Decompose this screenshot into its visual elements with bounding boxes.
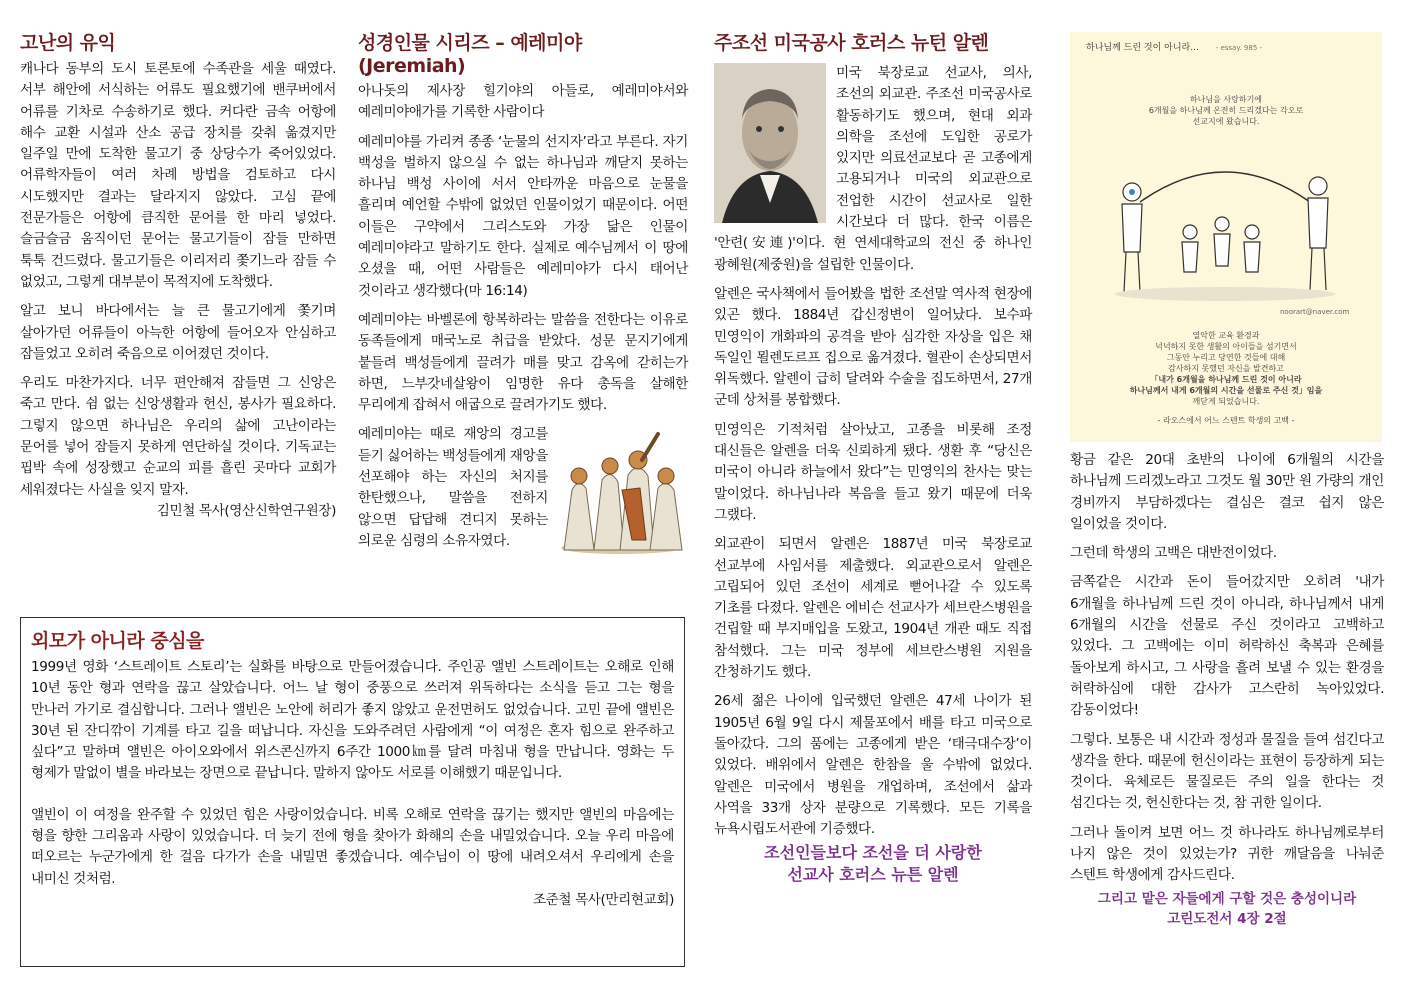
paragraph: 아나돗의 제사장 힐기야의 아들로, 예레미야서와 예레미야애가를 기록한 사람이다 — [358, 83, 688, 121]
author-signature: 김민철 목사(영산신학연구원장) — [156, 502, 336, 519]
paragraph: 외교관이 되면서 알렌은 1887년 미국 북장로교 선교부에 사임서를 제출했다. 외교관으로서 알렌은 고립되어 있던 조선이 세계로 뻗어나갈 수 있도록 기초를 다졌다. 알렌은 에비슨 선교사가 세브란스병원을 건립할 때 부지매입을 도왔고, 1904년 개관 때도 직접 참석했다. 그는 미국 정부에 세브란스병원 지원을 간청하기도 했다. — [714, 536, 1032, 681]
bible-reference: 고린도전서 4장 2절 — [1167, 910, 1287, 927]
illustration-email: noorart@naver.com — [1280, 308, 1350, 316]
article-title: 고난의 유익 — [20, 32, 116, 54]
illustration-top-text: 하나님을 사랑하기에 6개월을 하나님께 온전히 드리겠다는 각오로 선교지에 왔습니다. — [1148, 95, 1304, 126]
article-title: 주조선 미국공사 호러스 뉴턴 알렌 — [714, 32, 989, 54]
paragraph: 우리도 마찬가지다. 너무 편안해져 잠들면 그 신앙은 죽고 만다. 쉼 없는 신앙생활과 헌신, 봉사가 필요하다. 그렇지 않으면 하나님은 우리의 삶에 고난이라는 문어를 넣어 잠들지 못하게 연단하실 것이다. 기독교는 핍박 속에 성장했고 순교의 피를 흘린 곳마다 교회가 세워졌다는 사실을 잊지 말자. — [20, 375, 336, 498]
jump-rope-drawing — [1110, 162, 1340, 302]
bible-verse: 그리고 맡은 자들에게 구할 것은 충성이니라 — [1097, 890, 1357, 907]
column-4 — [1070, 450, 1384, 929]
paragraph: 황금 같은 20대 초반의 나이에 6개월의 시간을 하나님께 드리겠노라고 그것도 월 30만 원 가량의 개인 경비까지 부담하겠다는 결심은 결코 쉽지 않은 일이었을 것이다. — [1070, 452, 1384, 532]
column-2 — [358, 28, 688, 560]
paragraph-text: 미국 북장로교 선교사, 의사, 조선의 외교관. 주조선 미국공사로 활동하기도 했으며, 현대 외과 의학을 조선에 도입한 공로가 있지만 의료선교보다 곧 고종에게 고용되거나 미국의 외교관으로 전업한 시간이 선교사로 일한 시간보다 더 많다. 한국 이름은 '안련(安連)'이다. 현 연세대학교의 전신 중 하나인 광혜원(제중원)을 설립한 인물이다. — [714, 65, 1032, 273]
paragraph — [358, 424, 688, 552]
paragraph-text: 예레미야는 때로 재앙의 경고를 듣기 싫어하는 백성들에게 재앙을 선포해야 하는 자신의 처지를 한탄했으나, 말씀을 전하지 않으면 답답해 견디지 못하는 의로운 심령의 소유자였다. — [358, 426, 549, 549]
illustration-header: 하나님께 드린 것이 아니라... - essay. 985 - — [1086, 43, 1263, 53]
paragraph: 1999년 영화 ‘스트레이트 스토리’는 실화를 바탕으로 만들어졌습니다. 주인공 앨빈 스트레이트는 오해로 인해 10년 동안 형과 연락을 끊고 살았습니다. 어느 날 형이 중풍으로 쓰러져 위독하다는 소식을 듣고 그는 형을 만나러 가기로 결심합니다. 그러나 앨빈은 노안에 허리가 좋지 않았고 운전면허도 없었습니다. 고민 끝에 앨빈은 30년 된 잔디깎이 기계를 타고 길을 떠납니다. 자신을 도와주려던 사람에게 “이 여정은 혼자 힘으로 완주하고 싶다”고 말하며 앨빈은 아이오와에서 위스콘신까지 6주간 1000㎞를 달려 마침내 형을 만납니다. 영화는 두 형제가 말없이 별을 바라보는 장면으로 끝납니다. 말하지 않아도 서로를 이해했기 때문입니다. — [31, 659, 674, 782]
paragraph: 26세 젊은 나이에 입국했던 알렌은 47세 나이가 된 1905년 6월 9일 다시 제물포에서 배를 타고 미국으로 돌아갔다. 그의 품에는 고종에게 받은 ‘태극대수장’이 있었다. 배위에서 알렌은 한참을 울 수밖에 없었다. 알렌은 미국에서 병원을 개업하며, 조선에서 삶과 사역을 33개 상자 분량으로 기록했다. 모든 기록을 뉴욕시립도서관에 기증했다. — [714, 693, 1032, 838]
article-title: 성경인물 시리즈 – 예레미야(Jeremiah) — [358, 32, 582, 77]
paragraph: 그러나 돌이켜 보면 어느 것 하나라도 하나님께로부터 나지 않은 것이 있었는가? 귀한 깨달음을 나눠준 스텐트 학생에게 감사드린다. — [1070, 824, 1384, 884]
paragraph: 민영익은 기적처럼 살아났고, 고종을 비롯해 조정 대신들은 알렌을 더욱 신뢰하게 됐다. 생환 후 “당신은 미국이 아니라 하늘에서 왔다”는 민영익의 찬사는 맞는 말이었다. 하나님나라 복음을 들고 왔기 때문에 더욱 그랬다. — [714, 421, 1032, 523]
paragraph — [714, 63, 1032, 276]
essay-illustration — [1070, 32, 1382, 442]
column-3 — [714, 28, 1032, 886]
boxed-article — [20, 617, 685, 967]
illustration-bottom-text: 열악한 교육 환경과 넉넉하지 못한 생활의 아이들을 섬기면서 그동안 누리고 당연한 것들에 대해 감사하지 못했던 자신을 발견하고 「내가 6개월을 하나님께 드린 것이 아니라 하나님께서 내게 6개월의 시간을 선물로 주신 것」임을 깨닫게 되었습니다. - 라오스에서 어느 스텐트 학생의 고백 - — [1129, 331, 1323, 425]
paragraph: 알렌은 국사책에서 들어봤을 법한 조선말 역사적 현장에 있곤 했다. 1884년 갑신정변이 일어났다. 보수파 민영익이 개화파의 공격을 받아 심각한 자상을 입은 채 독일인 묄렌도르프 집으로 옮겨졌다. 혈관이 손상되면서 위독했다. 알렌이 급히 달려와 수술을 집도하면서, 27개 군데 상처를 봉합했다. — [714, 285, 1032, 409]
paragraph: 예레미야를 가리켜 종종 ‘눈물의 선지자’라고 부른다. 자기 백성을 벌하지 않으실 수 없는 하나님과 깨닫지 못하는 하나님 백성 사이에 서서 안타까운 마음으로 눈물을 흘리며 예언할 수밖에 없었던 인물이었기 때문이다. 어떤 이들은 구약에서 그리스도와 가장 닮은 인물이 예레미야라고 말하기도 한다. 실제로 예수님께서 이 땅에 오셨을 때, 어떤 사람들은 예레미야가 다시 태어난 것이라고 생각했다(마 16:14) — [358, 133, 688, 299]
article-title: 외모가 아니라 중심을 — [31, 630, 204, 652]
closing-line: 선교사 호러스 뉴튼 알렌 — [787, 865, 959, 885]
paragraph: 그렇다. 보통은 내 시간과 정성과 물질을 들여 섬긴다고 생각을 한다. 때문에 헌신이라는 표현이 등장하게 되는 것이다. 육체로든 물질로든 주의 일을 한다는 것 섬긴다는 것, 헌신한다는 것, 참 귀한 일이다. — [1070, 731, 1384, 812]
paragraph: 알고 보니 바다에서는 늘 큰 물고기에게 쫓기며 살아가던 어류들이 아늑한 어항에 들어오자 안심하고 잠들었고 오히려 죽음으로 이어졌던 것이다. — [20, 303, 336, 362]
paragraph: 앨빈이 이 여정을 완주할 수 있었던 힘은 사랑이었습니다. 비록 오해로 연락을 끊기는 했지만 앨빈의 마음에는 형을 향한 그리움과 사랑이 있었습니다. 더 늦기 전에 형을 찾아가 화해의 손을 내밀었습니다. 오늘 우리 마음에 떠오르는 누군가에게 한 걸음 다가가 손을 내밀면 좋겠습니다. 예수님이 이 땅에 내려오셔서 우리에게 손을 내미신 것처럼. — [31, 806, 674, 887]
paragraph: 금쪽같은 시간과 돈이 들어갔지만 오히려 '내가 6개월을 하나님께 드린 것이 아니라, 하나님께서 내게 6개월의 시간을 선물로 주신 것이라고 고백하고 있었다. 그 고백에는 이미 허락하신 축복과 은혜를 돌아보게 하시고, 그 사랑을 흘려 보낼 수 있는 환경을 허락하심에 대한 감사가 고스란히 녹아있었다. 감동이었다! — [1070, 574, 1384, 719]
paragraph: 예레미야는 바벨론에 항복하라는 말씀을 전한다는 이유로 동족들에게 매국노로 취급을 받았다. 성문 문지기에게 붙들려 백성들에게 끌려가 매를 맞고 감옥에 갇히는가 하면, 느부갓네살왕이 임명한 유다 총독을 살해한 무리에게 잡혀서 애굽으로 끌려가기도 했다. — [358, 311, 688, 414]
jeremiah-illustration — [554, 430, 688, 556]
author-signature: 조준철 목사(만리현교회) — [532, 891, 674, 908]
paragraph: 그런데 학생의 고백은 대반전이었다. — [1070, 545, 1277, 562]
paragraph: 캐나다 동부의 도시 토론토에 수족관을 세울 때였다. 서부 해안에 서식하는 어류도 필요했기에 밴쿠버에서 어류를 기차로 수송하기로 했다. 커다란 금속 어항에 해수 교환 시설과 산소 공급 장치를 갖춰 옮겼지만 일주일 만에 도착한 물고기 중 상당수가 죽어있었다. 어류학자들이 여러 차례 방법을 검토하고 다시 시도했지만 결과는 달라지지 않았다. 고심 끝에 전문가들은 어항에 큼직한 문어를 한 마리 넣었다. 슬금슬금 움직이던 문어는 물고기들이 잠들 만하면 툭툭 건드렸다. 물고기들은 이리저리 쫓기느라 잠들 수 없었고, 그렇게 대부분이 목적지에 도착했다. — [20, 61, 336, 290]
allen-portrait — [714, 63, 826, 223]
column-1 — [20, 28, 336, 522]
closing-line: 조선인들보다 조선을 더 사랑한 — [764, 843, 982, 863]
